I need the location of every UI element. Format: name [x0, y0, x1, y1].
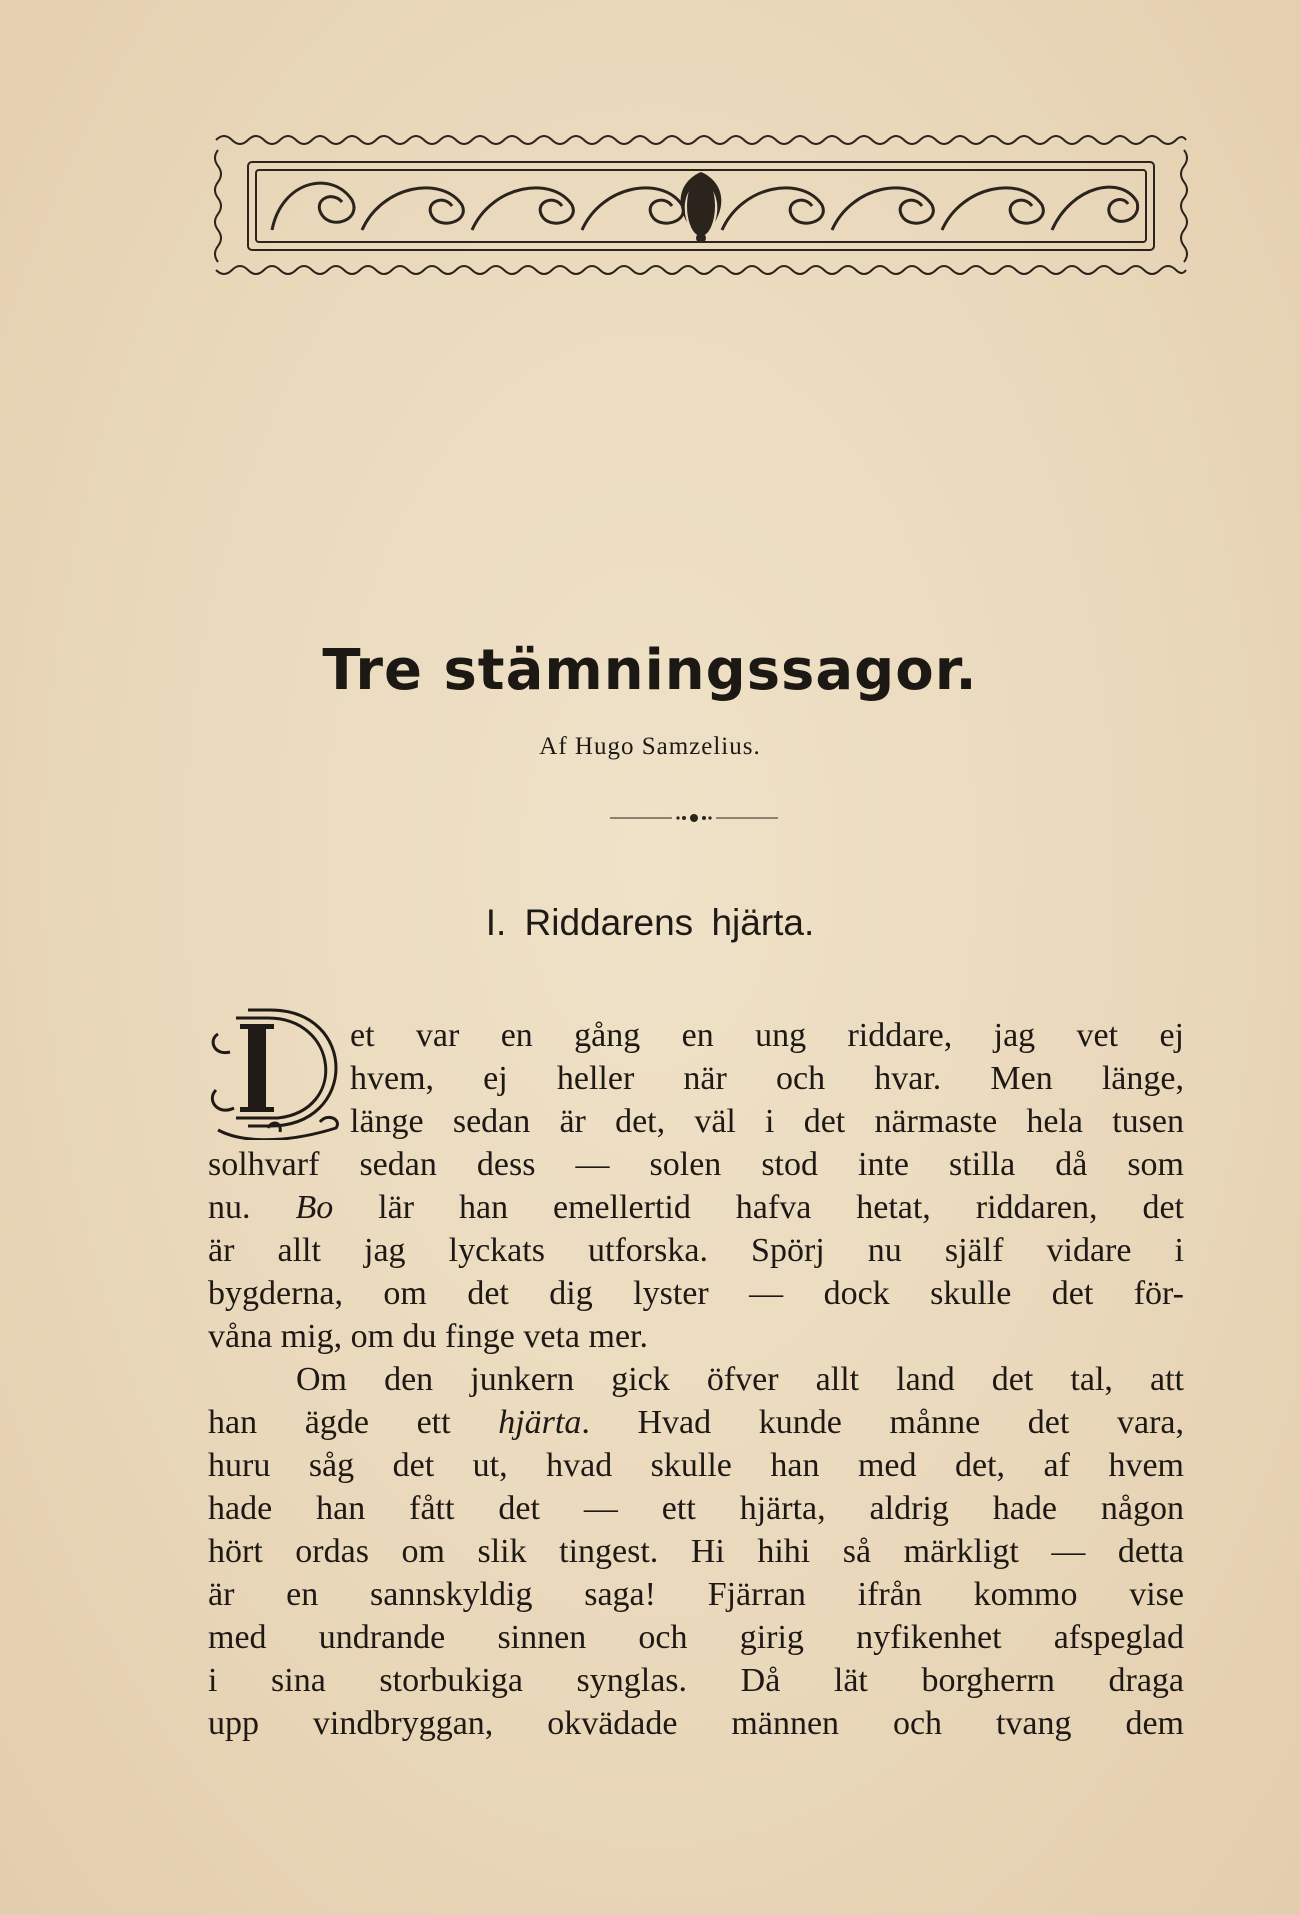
text-line: är en sannskyldig saga! Fjärran ifrån kommo vise	[208, 1576, 1184, 1613]
text-line: länge sedan är det, väl i det närmaste hela tusen	[350, 1103, 1184, 1140]
text-line: med undrande sinnen och girig nyfikenhet afspeglad	[208, 1619, 1184, 1656]
text-line: våna mig, om du finge veta mer.	[208, 1318, 648, 1355]
text-line: hade han fått det — ett hjärta, aldrig hade någon	[208, 1490, 1184, 1527]
ornament-scroll-icon	[212, 130, 1190, 278]
text-line: Om den junkern gick öfver allt land det tal, att	[296, 1361, 1184, 1398]
text-line: nu. Bo lär han emellertid hafva hetat, riddaren, det	[208, 1189, 1185, 1226]
text-line: han ägde ett hjärta. Hvad kunde månne det vara,	[208, 1404, 1184, 1441]
dropcap-d-icon	[208, 1000, 358, 1140]
text-line: et var en gång en ung riddare, jag vet ej	[350, 1017, 1184, 1054]
text-line: hvem, ej heller när och hvar. Men länge,	[350, 1060, 1184, 1097]
ornamental-header-band	[212, 130, 1190, 278]
text-line: är allt jag lyckats utforska. Spörj nu själf vidare i	[208, 1232, 1184, 1269]
section-divider	[610, 810, 778, 826]
italic-word: hjärta	[498, 1404, 582, 1441]
decorative-initial	[208, 1000, 358, 1140]
chapter-heading: I. Riddarens hjärta.	[485, 902, 815, 943]
text-line: bygderna, om det dig lyster — dock skulle det för-	[208, 1275, 1184, 1312]
author-line: Af Hugo Samzelius.	[539, 733, 761, 760]
text-line: solhvarf sedan dess — solen stod inte stilla då som	[208, 1146, 1184, 1183]
text-line: hört ordas om slik tingest. Hi hihi så märkligt — detta	[208, 1533, 1184, 1570]
divider-ornament-icon	[610, 810, 778, 826]
italic-word: Bo	[295, 1189, 334, 1226]
text-line: i sina storbukiga synglas. Då lät borgherrn draga	[208, 1662, 1184, 1699]
text-line: huru såg det ut, hvad skulle han med det, af hvem	[208, 1447, 1184, 1484]
story-title: Tre stämningssagor.	[322, 638, 978, 703]
text-line: upp vindbryggan, okvädade männen och tvang dem	[208, 1705, 1184, 1742]
